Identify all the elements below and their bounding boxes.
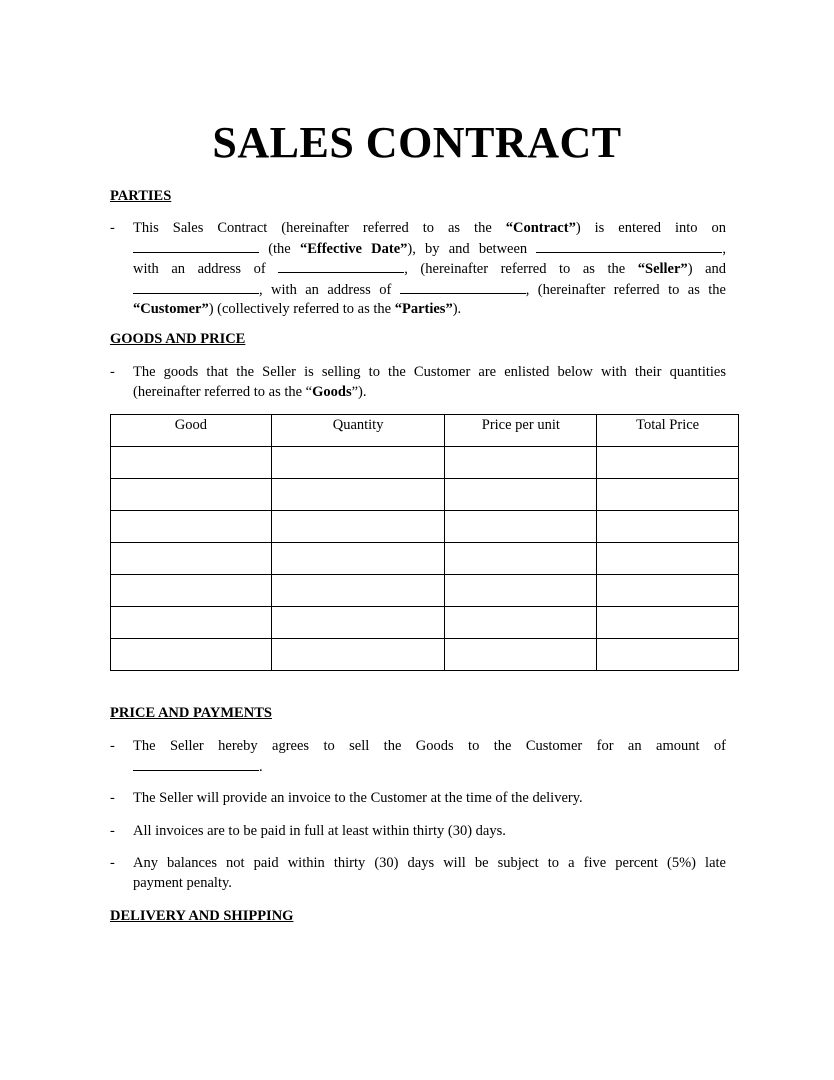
column-header-quantity: Quantity	[271, 415, 445, 447]
table-row	[111, 575, 739, 607]
section-heading-goods-and-price: GOODS AND PRICE	[110, 331, 246, 347]
table-cell[interactable]	[111, 447, 272, 479]
goods-table-header-row	[111, 415, 739, 447]
seller-address-blank[interactable]	[278, 259, 404, 273]
table-cell[interactable]	[111, 479, 272, 511]
table-row	[111, 447, 739, 479]
payment-terms-line: All invoices are to be paid in full at least within thirty (30) days.	[133, 823, 506, 839]
table-cell[interactable]	[445, 479, 597, 511]
table-cell[interactable]	[111, 511, 272, 543]
section-heading-price-and-payments: PRICE AND PAYMENTS	[110, 705, 272, 721]
column-header-price-per-unit: Price per unit	[445, 415, 597, 447]
table-row	[111, 479, 739, 511]
effective-date-blank[interactable]	[133, 239, 259, 253]
contract-term: “Contract”	[505, 220, 576, 236]
late-penalty-line-1: Any balances not paid within thirty (30) days will be subject to a five percent (5%) late	[133, 855, 726, 871]
table-cell[interactable]	[597, 639, 739, 671]
table-cell[interactable]	[111, 575, 272, 607]
effective-date-term: “Effective Date”	[299, 240, 408, 257]
table-cell[interactable]	[597, 607, 739, 639]
bullet-marker: -	[110, 823, 115, 839]
table-cell[interactable]	[597, 511, 739, 543]
table-cell[interactable]	[597, 575, 739, 607]
table-cell[interactable]	[597, 543, 739, 575]
payment-terms-clause	[110, 822, 726, 842]
table-cell[interactable]	[271, 447, 445, 479]
table-row	[111, 607, 739, 639]
goods-table	[110, 414, 739, 671]
bullet-marker: -	[110, 364, 115, 380]
column-header-total-price: Total Price	[597, 415, 739, 447]
table-cell[interactable]	[271, 543, 445, 575]
invoice-clause	[110, 789, 726, 809]
table-row	[111, 543, 739, 575]
table-cell[interactable]	[271, 479, 445, 511]
table-cell[interactable]	[271, 575, 445, 607]
late-penalty-line-2: payment penalty.	[133, 874, 232, 891]
bullet-marker: -	[110, 790, 115, 806]
parties-line-5: “Customer”) (collectively referred to as the “Parties”).	[133, 301, 462, 318]
table-cell[interactable]	[111, 607, 272, 639]
parties-line-1: This Sales Contract (hereinafter referred to as the “Contract”) is entered into on	[133, 220, 726, 236]
parties-line-4: , with an address of , (hereinafter referred to as the	[133, 280, 726, 301]
late-penalty-clause	[110, 854, 726, 893]
section-heading-parties: PARTIES	[110, 188, 172, 204]
parties-line-3: with an address of , (hereinafter referred to as the “Seller”) and	[133, 261, 727, 278]
table-cell[interactable]	[445, 447, 597, 479]
invoice-line: The Seller will provide an invoice to the Customer at the time of the delivery.	[133, 790, 583, 806]
goods-line-2: (hereinafter referred to as the “Goods”).	[133, 383, 367, 400]
bullet-marker: -	[110, 855, 115, 871]
payment-amount-clause	[110, 737, 726, 777]
table-cell[interactable]	[445, 575, 597, 607]
payment-amount-line-2: .	[133, 757, 726, 778]
table-cell[interactable]	[271, 639, 445, 671]
customer-address-blank[interactable]	[400, 280, 526, 294]
table-cell[interactable]	[271, 511, 445, 543]
document-title: SALES CONTRACT	[212, 118, 622, 167]
table-cell[interactable]	[597, 479, 739, 511]
amount-blank[interactable]	[133, 757, 259, 771]
parties-clause	[110, 219, 726, 320]
table-cell[interactable]	[111, 543, 272, 575]
parties-term: “Parties”	[394, 301, 453, 318]
payment-amount-line-1: The Seller hereby agrees to sell the Goods to the Customer for an amount of	[133, 738, 726, 754]
goods-term: Goods	[312, 383, 352, 400]
table-row	[111, 639, 739, 671]
table-cell[interactable]	[597, 447, 739, 479]
parties-line-2: (the “Effective Date”), by and between ,	[133, 239, 726, 260]
column-header-good: Good	[111, 415, 272, 447]
table-cell[interactable]	[445, 543, 597, 575]
table-row	[111, 511, 739, 543]
table-cell[interactable]	[271, 607, 445, 639]
table-cell[interactable]	[445, 607, 597, 639]
customer-term: “Customer”	[133, 301, 209, 318]
bullet-marker: -	[110, 738, 115, 754]
seller-term: “Seller”	[637, 261, 688, 278]
seller-name-blank[interactable]	[536, 239, 722, 253]
customer-name-blank[interactable]	[133, 280, 259, 294]
bullet-marker: -	[110, 220, 115, 236]
table-cell[interactable]	[111, 639, 272, 671]
section-heading-delivery-and-shipping: DELIVERY AND SHIPPING	[110, 908, 294, 924]
goods-clause	[110, 363, 726, 402]
goods-line-1: The goods that the Seller is selling to the Customer are enlisted below with their quantities	[133, 364, 726, 380]
table-cell[interactable]	[445, 511, 597, 543]
table-cell[interactable]	[445, 639, 597, 671]
